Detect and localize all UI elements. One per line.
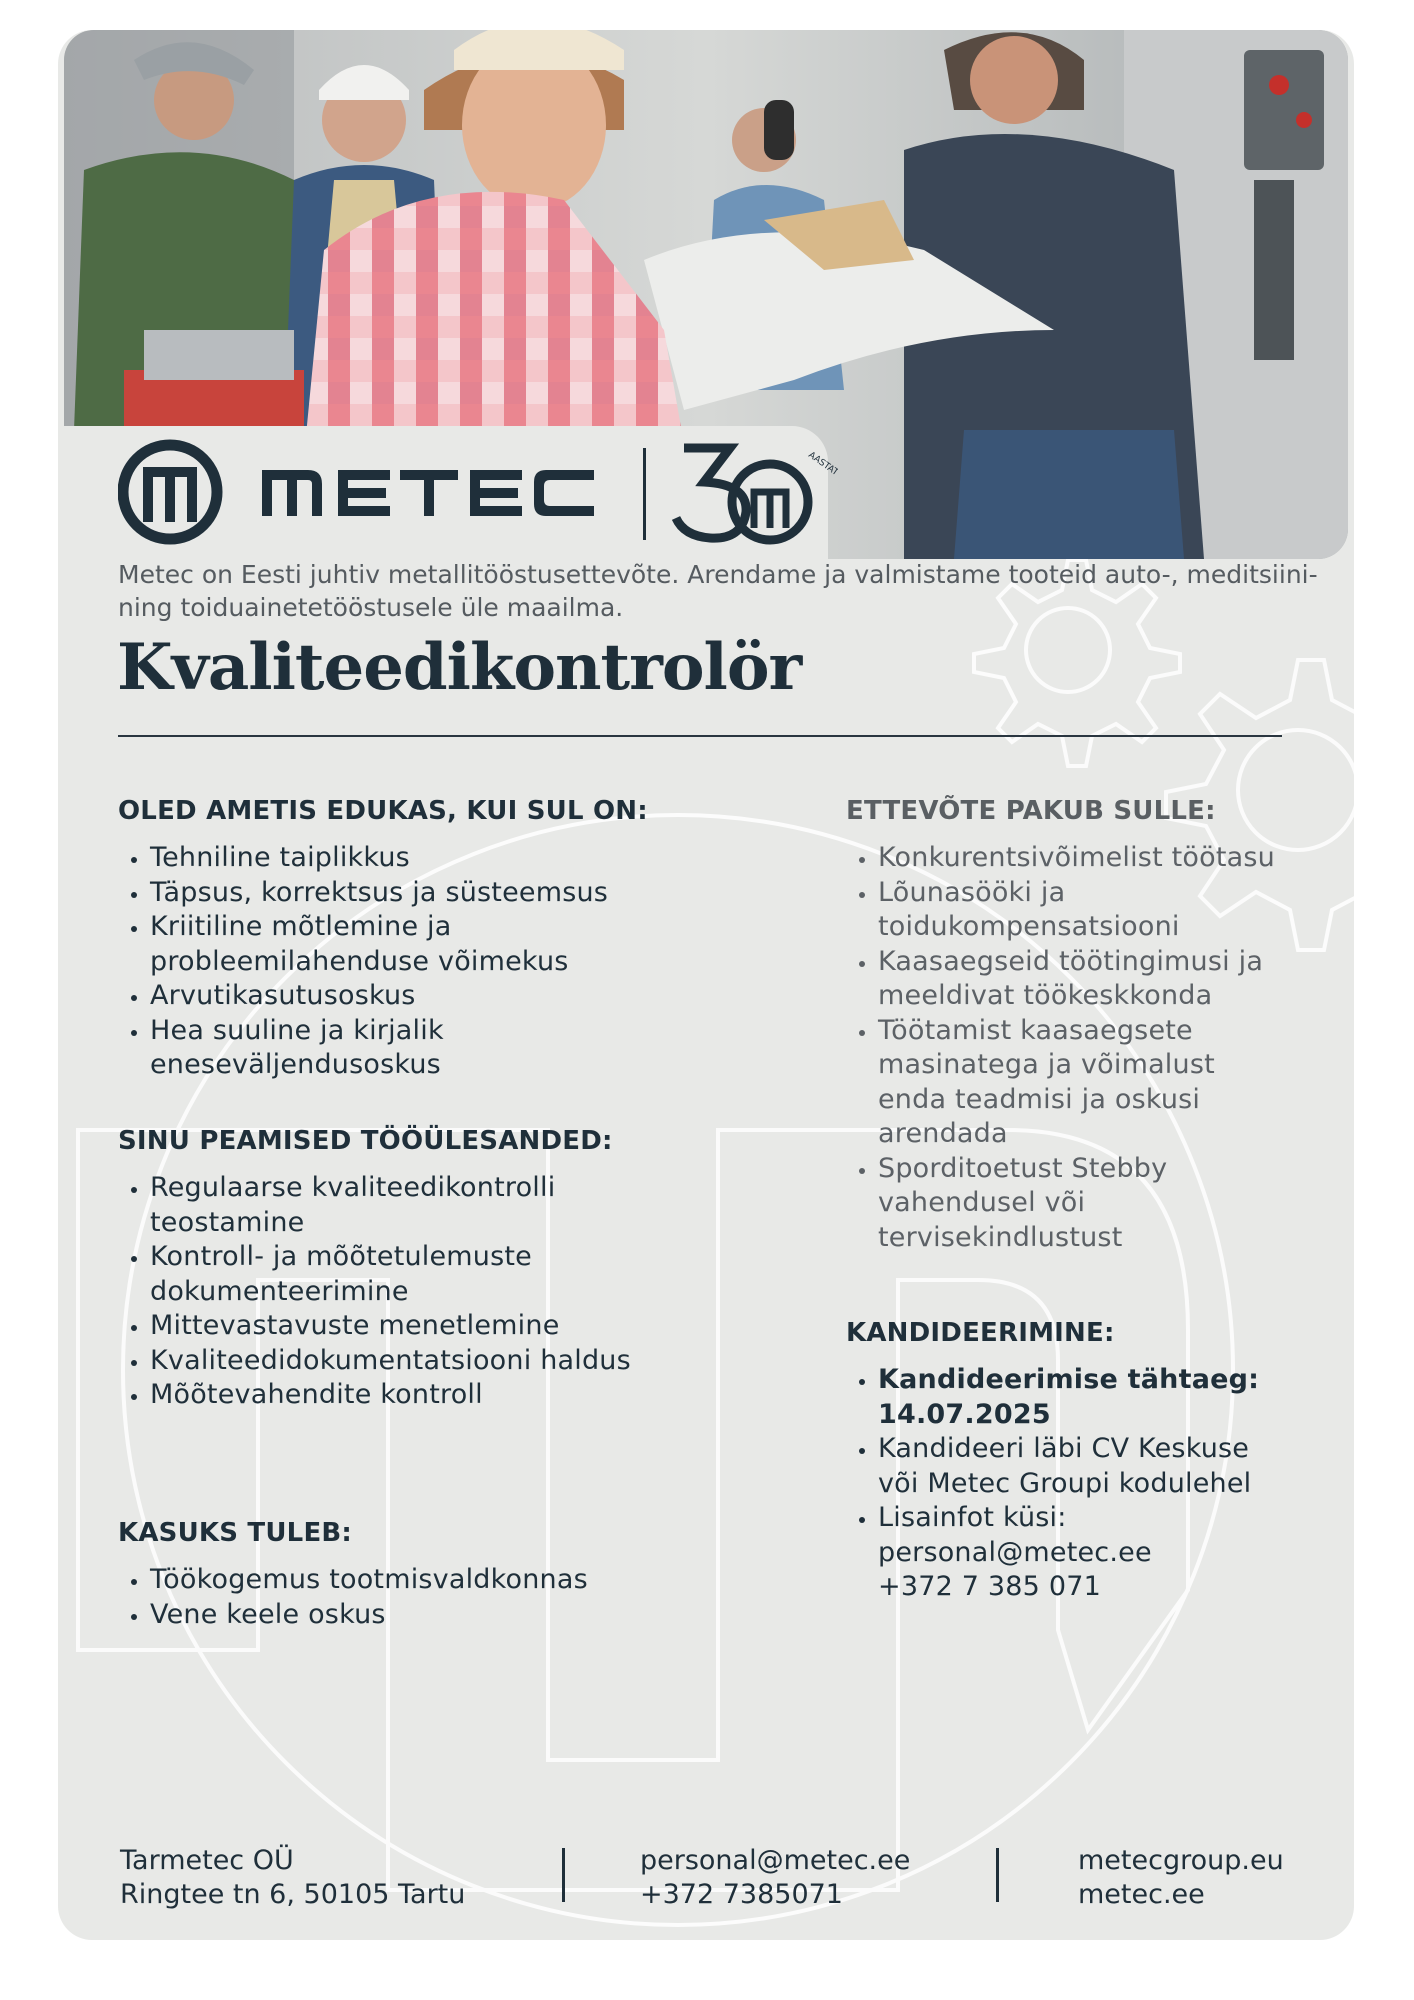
logo-divider <box>643 448 646 540</box>
tasks-list <box>118 1171 710 1413</box>
list-item: • Kvaliteedidokumentatsiooni haldus <box>150 1344 710 1379</box>
deadline-item: • Kandideerimise tähtaeg: 14.07.2025 <box>878 1363 1278 1432</box>
list-item: • Kontroll- ja mõõtetulemuste dokumenteerimine <box>150 1240 590 1309</box>
anniversary-30-icon <box>676 448 808 540</box>
list-item: • Arvutikasutusoskus <box>150 979 710 1014</box>
metec-emblem-icon <box>123 445 217 539</box>
contact-label: Lisainfot küsi: <box>878 1502 1067 1533</box>
list-item: • Kaasaegseid töötingimusi ja meeldivat töökeskkonda <box>878 945 1298 1014</box>
success-heading: OLED AMETIS EDUKAS, KUI SUL ON: <box>118 796 648 826</box>
list-item: • Lõunasööki ja toidukompensatsiooni <box>878 876 1218 945</box>
list-item: • Tehniline taiplikkus <box>150 841 710 876</box>
job-poster <box>58 30 1354 1940</box>
footer-address <box>120 1844 465 1912</box>
footer-phone[interactable]: +372 7385071 <box>640 1879 843 1910</box>
company-intro: Metec on Eesti juhtiv metallitööstusettevõte. Arendame ja valmistame tooteid auto-, meditsiini- ning toiduainetetööstusele üle maailma. <box>118 560 1318 622</box>
list-item: • Kandideeri läbi CV Keskuse või Metec Groupi kodulehel <box>878 1432 1298 1501</box>
list-item: • Mittevastavuste menetlemine <box>150 1309 710 1344</box>
offer-list <box>846 841 1348 1255</box>
anniversary-label: AASTAT <box>806 450 838 478</box>
footer-divider <box>996 1848 999 1902</box>
footer-email-link[interactable]: personal@metec.ee <box>640 1845 911 1876</box>
job-title: Kvaliteedikontrolör <box>117 630 802 705</box>
footer-contacts <box>640 1844 910 1912</box>
list-item: • Mõõtevahendite kontroll <box>150 1378 710 1413</box>
title-divider <box>118 735 1282 737</box>
apply-list <box>846 1363 1318 1605</box>
list-item: • Konkurentsivõimelist töötasu <box>878 841 1348 876</box>
tasks-heading: SINU PEAMISED TÖÖÜLESANDED: <box>118 1126 613 1156</box>
footer-company: Tarmetec OÜ <box>120 1845 294 1876</box>
bonus-heading: KASUKS TULEB: <box>118 1518 353 1548</box>
list-item: • Kriitiline mõtlemine ja probleemilahenduse võimekus <box>150 910 590 979</box>
offer-heading: ETTEVÕTE PAKUB SULLE: <box>846 796 1216 826</box>
footer-site-link[interactable]: metecgroup.eu <box>1078 1845 1284 1876</box>
brand-logo <box>118 430 838 550</box>
footer-site-link[interactable]: metec.ee <box>1078 1879 1205 1910</box>
apply-heading: KANDIDEERIMINE: <box>846 1318 1115 1348</box>
contact-email-link[interactable]: personal@metec.ee <box>878 1536 1152 1568</box>
list-item: • Hea suuline ja kirjalik eneseväljendusoskus <box>150 1014 530 1083</box>
footer-divider <box>562 1848 565 1902</box>
list-item: • Täpsus, korrektsus ja süsteemsus <box>150 876 710 911</box>
contact-phone[interactable]: +372 7 385 071 <box>878 1571 1101 1602</box>
metec-wordmark <box>262 470 594 516</box>
footer-websites <box>1078 1844 1284 1912</box>
list-item: • Vene keele oskus <box>150 1598 710 1633</box>
list-item: • Töötamist kaasaegsete masinatega ja võimalust enda teadmisi ja oskusi arendada <box>878 1014 1258 1152</box>
footer-street: Ringtee tn 6, 50105 Tartu <box>120 1879 466 1910</box>
contact-item <box>878 1501 1318 1605</box>
success-list <box>118 841 710 1083</box>
list-item: • Regulaarse kvaliteedikontrolli teostamine <box>150 1171 590 1240</box>
bonus-list <box>118 1563 710 1632</box>
list-item: • Töökogemus tootmisvaldkonnas <box>150 1563 710 1598</box>
list-item: • Sporditoetust Stebby vahendusel või tervisekindlustust <box>878 1152 1258 1256</box>
